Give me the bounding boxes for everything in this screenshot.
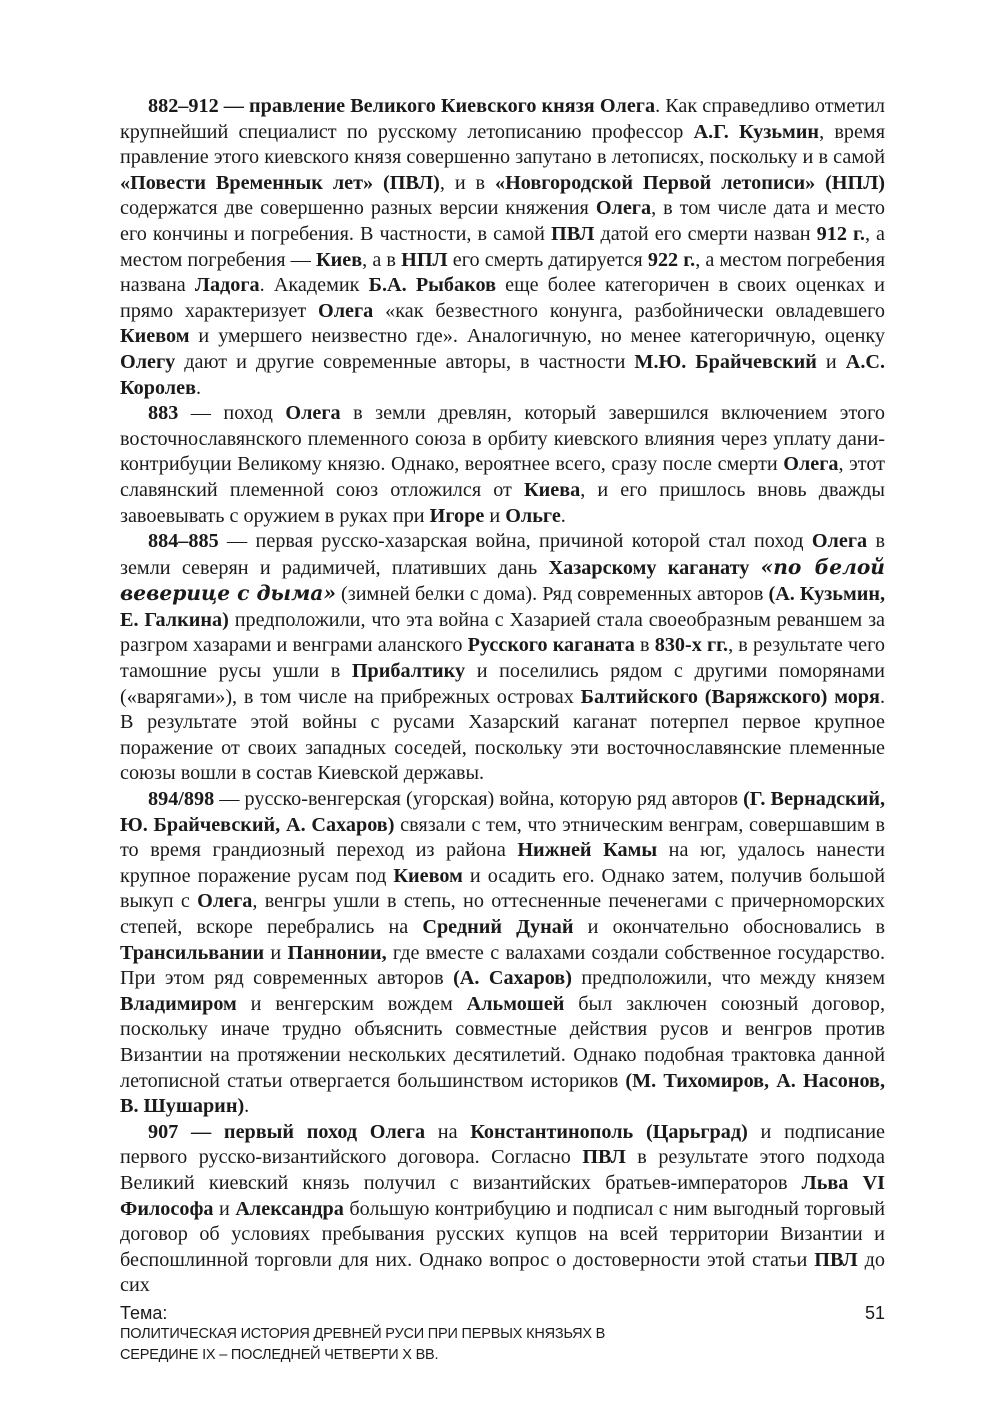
paragraph [120, 787, 885, 1120]
text-run: «как безвестного конунга, разбойнически овладевшего [373, 299, 885, 322]
bold-term: Александра [235, 1197, 344, 1220]
text-run: (зимней белки с дома). Ряд современных авторов [335, 583, 769, 606]
text-run: и [264, 941, 288, 964]
text-run: , а местом погребения — [120, 222, 886, 271]
bold-term: Олега [783, 453, 839, 476]
text-run: и осадить его. Однако затем, получив большой выкуп с [120, 864, 885, 913]
bold-term: Киев [315, 248, 363, 271]
text-run: где вместе с валахами создали собственное государство. При этом ряд современных авторов [120, 941, 885, 990]
bold-term: Б.А. Рыбаков [368, 274, 496, 297]
bold-term: 884–885 [148, 530, 219, 553]
bold-term: Льва VI Философа [120, 1171, 885, 1220]
bold-term: Игоре [429, 504, 485, 527]
text-run: и подписание первого русско-византийского договора. Согласно [120, 1120, 885, 1169]
text-run: в земли северян и радимичей, плативших дань [120, 530, 885, 579]
text-run: в [634, 634, 655, 657]
bold-term: Олега [285, 402, 341, 425]
text-run: еще более категоричен в своих оценках и прямо характеризует [120, 274, 885, 322]
bold-term: Киевом [393, 864, 463, 887]
bold-term: М.Ю. Брайчевский [634, 350, 817, 373]
text-run: до сих [120, 1248, 885, 1297]
text-run: в земли древлян, который завершился включением этого восточнославянского племенного союза в орбиту киевского влияния через уплату дани-контрибуции Великому князю. Однако, вероятнее всего, сразу после смерти [120, 402, 885, 476]
footer-topic-title: ПОЛИТИЧЕСКАЯ ИСТОРИЯ ДРЕВНЕЙ РУСИ ПРИ ПЕРВЫХ КНЯЗЬЯХ В СЕРЕДИНЕ IX – ПОСЛЕДНЕЙ ЧЕТВЕРТИ X ВВ. [120, 1326, 606, 1363]
main-text [120, 94, 885, 1299]
bold-term: Ладога [194, 274, 260, 297]
footer-topic-label: Тема: [120, 1303, 168, 1323]
text-run: . [560, 504, 566, 527]
bold-term: 883 [148, 402, 179, 425]
text-run: большую контрибуцию и подписал с ним выгодный торговый договор об условиях пребывания русских купцов на всей территории Византии и беспошлинной торговли для них. Однако вопрос о достоверности этой статьи [120, 1197, 885, 1271]
bold-term: (А. Кузьмин, Е. Галкина) [120, 583, 886, 631]
text-run: и венгерским вождем [236, 992, 467, 1015]
text-run: . В результате этой войны с русами Хазарский каганат потерпел первое крупное поражение от своих западных соседей, поскольку эти восточнославянские племенные союзы вошли в состав Киевской державы. [120, 685, 885, 785]
bold-term: (А. Сахаров) [453, 967, 572, 990]
bold-term: 907 — первый поход Олега [148, 1120, 426, 1143]
bold-term: (Г. Вернадский, Ю. Брайчевский, А. Сахаров) [120, 788, 885, 836]
page-footer [120, 1302, 885, 1366]
paragraph [120, 529, 885, 787]
bold-term: Средний Дунай [422, 916, 574, 938]
bold-term: Олега [595, 197, 652, 220]
bold-term: А.С. Королев [120, 350, 886, 399]
paragraph [120, 401, 885, 529]
text-run: и умершего неизвестно где». Аналогичную, но менее категоричную, оценку [189, 325, 885, 348]
bold-term: Киевом [120, 325, 190, 348]
text-run: датой его смерти назван [594, 222, 817, 245]
text-run: предположили, что эта война с Хазарией стала своеобразным реваншем за разгром хазарами и венграми аланского [120, 608, 885, 657]
bold-term: Константинополь (Царьград) [470, 1120, 748, 1143]
bold-term: 882–912 — правление Великого Киевского князя Олега [148, 95, 656, 117]
bold-term: Паннонии, [287, 941, 387, 964]
bold-term: 830-х гг. [654, 634, 729, 657]
text-run: — русско-венгерская (угорская) война, которую ряд авторов [214, 788, 744, 811]
bold-term: ПВЛ [551, 222, 595, 245]
text-run: , в том числе дата и место его кончины и погребения. В частности, в самой [120, 197, 885, 245]
text-run: . [244, 1095, 250, 1118]
bold-term: Олегу [120, 350, 176, 373]
bold-term: Олега [318, 299, 374, 322]
text-run: был заключен союзный договор, поскольку иначе трудно объяснить совместные действия русов и венгров против Византии на протяжении нескольких десятилетий. Однако подобная трактовка данной летописной статьи отвергается большинством историков [120, 992, 885, 1092]
text-run: , этот славянский племенной союз отложился от [120, 453, 886, 501]
bold-term: «Новгородской Первой летописи» (НПЛ) [494, 171, 885, 194]
text-run: , время правление этого киевского князя совершенно запутано в летописях, поскольку и в самой [120, 120, 885, 169]
bold-term: НПЛ [401, 248, 448, 271]
text-run: и [816, 350, 846, 373]
text-run: предположили, что между князем [571, 967, 886, 990]
text-run: на [425, 1120, 471, 1143]
text-run: на юг, удалось нанести крупное поражение русам под [120, 839, 885, 887]
text-run: дают и другие современные авторы, в частности [175, 350, 635, 373]
text-run: связали с тем, что этническим венграм, совершавшим в то время грандиозный переход из района [120, 813, 885, 862]
paragraph [120, 1120, 885, 1299]
bold-term: Русского каганата [467, 634, 635, 657]
bold-term: Ольге [505, 504, 561, 527]
bold-term: Балтийского (Варяжского) моря [580, 685, 880, 708]
text-run: его смерть датируется [447, 248, 648, 271]
bold-term: Трансильвании [120, 941, 265, 964]
text-run: в результате этого подхода Великий киевский князь получил с византийских братьев-императоров [120, 1146, 885, 1194]
bold-term: «Повести Временнык лет» (ПВЛ) [120, 171, 440, 194]
text-run: — поход [178, 402, 286, 425]
text-run: — первая русско-хазарская война, причиной которой стал поход [218, 530, 812, 553]
bold-term: Олега [811, 530, 868, 553]
bold-term: А.Г. Кузьмин [693, 120, 820, 143]
bold-term: Владимиром [120, 992, 237, 1015]
text-run: и окончательно обосновались в [573, 916, 885, 938]
text-run: , венгры ушли в степь, но оттесненные печенегами с причерноморских степей, вскоре перебрались на [120, 890, 885, 938]
bold-term: ПВЛ [582, 1146, 626, 1169]
bold-term: 894/898 [148, 788, 215, 811]
text-run: , а в [362, 248, 402, 271]
bold-term: ПВЛ [814, 1248, 858, 1271]
old-slavonic-quote: «по белой веверице с дыма» [120, 554, 885, 606]
text-run: . [195, 376, 202, 399]
bold-term: Олега [197, 890, 253, 913]
bold-term: Киева [524, 478, 581, 501]
page-number: 51 [864, 1303, 885, 1323]
text-run: , а местом погребения названа [120, 248, 886, 297]
bold-term: Хазарскому каганату [548, 556, 750, 579]
text-run: , и его пришлось вновь дважды завоевывать с оружием в руках при [120, 478, 885, 527]
text-run: . Как справедливо отметил крупнейший специалист по русскому летописанию профессор [120, 95, 885, 143]
text-run: содержатся две совершенно разных версии княжения [120, 197, 596, 220]
bold-term: 912 г. [816, 222, 865, 245]
paragraph [120, 94, 885, 401]
text-run: и поселились рядом с другими поморянами («варягами»), в том числе на прибрежных островах [120, 660, 885, 708]
bold-term: Нижней Камы [517, 839, 658, 862]
bold-term: Прибалтику [351, 660, 466, 683]
text-run: , в результате чего тамошние русы ушли в [120, 634, 885, 683]
text-run: . Академик [259, 274, 369, 297]
text-run: , и в [439, 171, 495, 194]
text-run [749, 557, 760, 579]
bold-term: (М. Тихомиров, А. Насонов, В. Шушарин) [120, 1069, 885, 1118]
bold-term: Альмошей [466, 992, 565, 1015]
text-run: и [213, 1197, 236, 1220]
text-run: и [484, 504, 506, 527]
bold-term: 922 г. [647, 248, 696, 271]
